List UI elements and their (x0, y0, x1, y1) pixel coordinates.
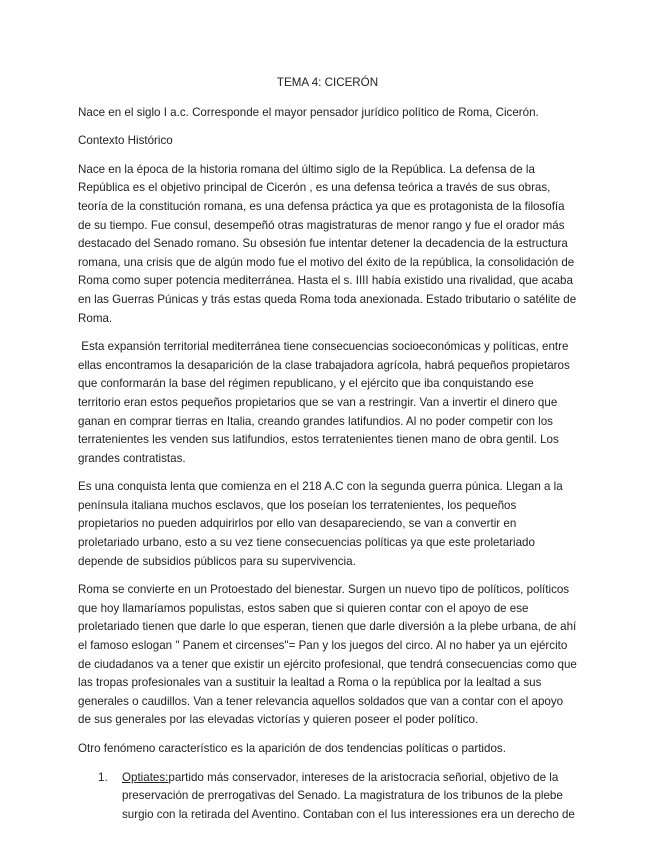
list-item-number: 1. (98, 770, 108, 784)
body-paragraph: Otro fenómeno característico es la aparición de dos tendencias políticas o partidos. (78, 742, 506, 755)
body-paragraph: Esta expansión territorial mediterránea tiene consecuencias socioeconómicas y políticas, entre ellas encontramos la desaparición de la clase trabajadora agrícola, habrá pequeños propietaros que conformarán la base del régimen republicano, y el ejército que iba conquistando ese territorio eran estos pequeños propietarios que se van a restringir. Van a invertir el dinero que ganan en comprar tierras en Italia, creando grandes latifundios. Al no poder competir con los terratenientes les venden sus latifundios, estos terratenientes tienen mano de obra gentil. Los grandes contratistas. (78, 340, 573, 465)
list-item-text: partido más conservador, intereses de la aristocracia señorial, objetivo de la preservación de prerrogativas del Senado. La magistratura de los tribunos de la plebe surgio con la retirada del Aventino. Contaban con el Ius interessiones era un derecho de (122, 770, 575, 821)
numbered-list (78, 769, 577, 825)
list-item-term: Optiates: (122, 770, 169, 784)
list-item (78, 769, 577, 825)
body-paragraph: Es una conquista lenta que comienza en el 218 A.C con la segunda guerra púnica. Llegan a la península italiana muchos esclavos, que los poseían los terratenientes, los pequeños propietarios no pueden adquirirlos por ello van desapareciendo, se van a convertir en proletariado urbano, esto a su vez tiene consecuencias políticas ya que este proletariado depende de subsidios públicos para su supervivencia. (78, 480, 563, 568)
intro-paragraph: Nace en el siglo I a.c. Corresponde el mayor pensador jurídico político de Roma, Cicerón. (78, 105, 539, 119)
page-title: TEMA 4: CICERÓN (276, 76, 379, 89)
section-heading: Contexto Histórico (78, 134, 173, 148)
body-paragraph: Roma se convierte en un Protoestado del bienestar. Surgen un nuevo tipo de políticos, políticos que hoy llamaríamos populistas, estos saben que si quieren contar con el apoyo de ese proletariado tienen que darle lo que esperan, tienen que darle diversión a la plebe urbana, de ahí el famoso eslogan " Panem et circenses"= Pan y los juegos del circo. Al no haber ya un ejército de ciudadanos va a tener que existir un ejército profesional, que tendrá consecuencias como que las tropas profesionales van a sustituir la lealtad a Roma o la república por la lealtad a sus generales o caudillos. Van a tener relevancia aquellos soldados que van a contar con el apoyo de sus generales por las elevadas victorías y quieren poseer el poder político. (78, 583, 577, 727)
body-paragraph: Nace en la época de la historia romana del último siglo de la República. La defensa de la República es el objetivo principal de Cicerón , es una defensa teórica a través de sus obras, teoría de la constitución romana, es una defensa práctica ya que es protagonista de la filosofía de su tiempo. Fue consul, desempeñó otras magistraturas de menor rango y fue el orador más destacado del Senado romano. Su obsesión fue intentar detener la decadencia de la estructura romana, una crisis que de algún modo fue el motivo del éxito de la república, la consolidación de Roma como super potencia mediterránea. Hasta el s. IIII había existido una rivalidad, que acaba en las Guerras Púnicas y trás estas queda Roma toda anexionada. Estado tributario o satélite de Roma. (78, 162, 577, 325)
